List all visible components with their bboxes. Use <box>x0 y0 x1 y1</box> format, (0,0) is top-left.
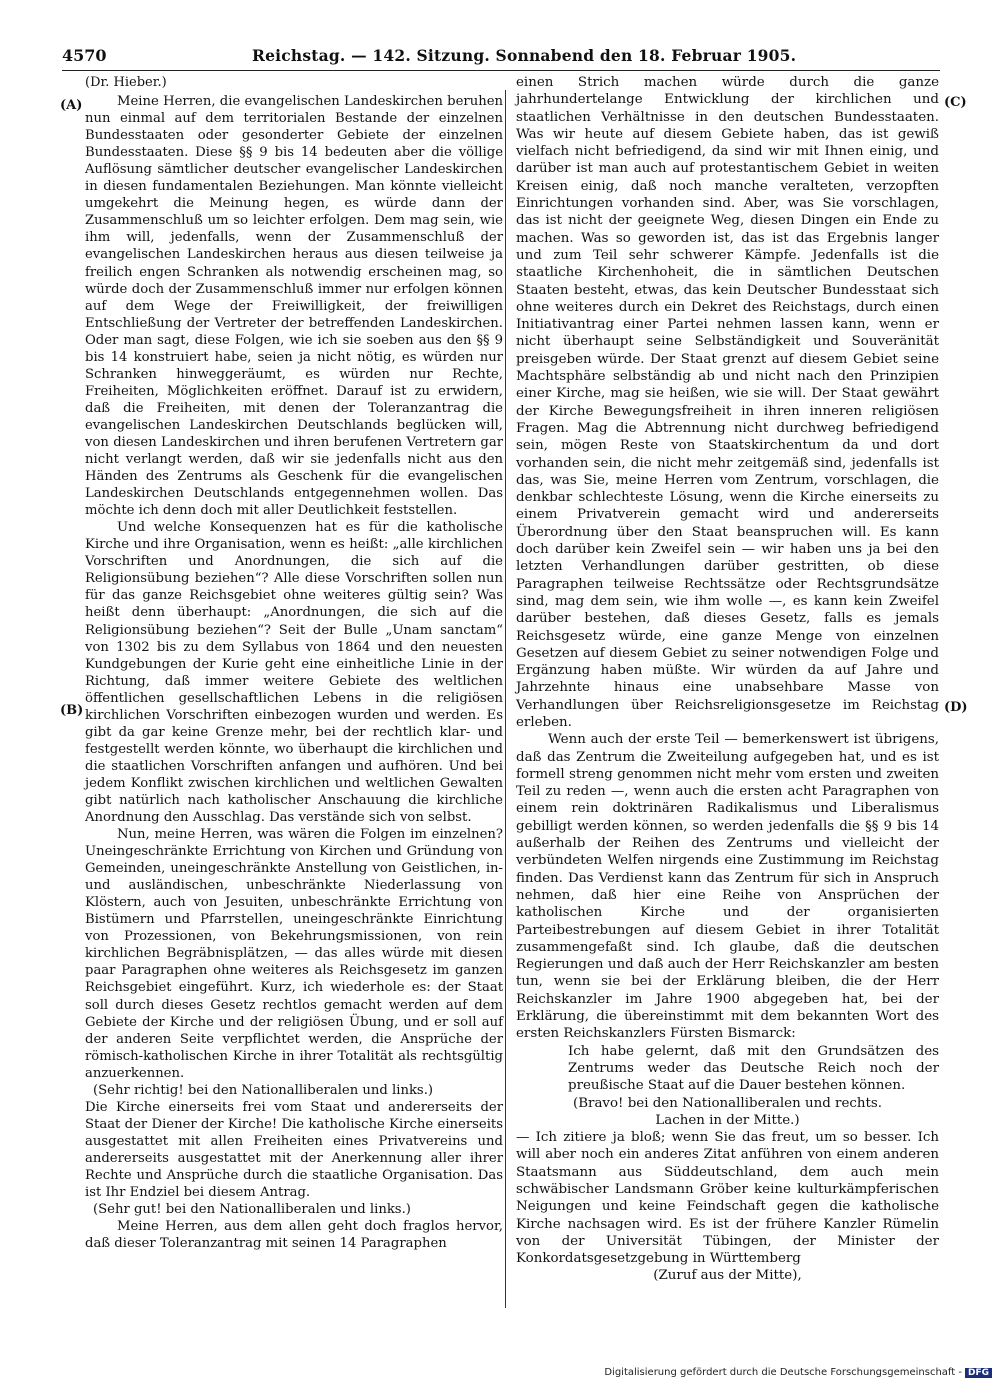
left-paragraph-2: Und welche Konsequenzen hat es für die katholische Kirche und ihre Organisation, wenn es heißt: „alle kirchlichen Vorschriften und Anordnungen, die sich auf die Religionsübung beziehen“? Alle diese Vorschriften sollen nun für das ganze Reichsgebiet ohne weiteres gültig sein? Was heißt denn überhaupt: „Anordnungen, die sich auf die Religionsübung beziehen“? Seit der Bulle „Unam sanctam“ von 1302 bis zu dem Syllabus von 1864 und den neuesten Kundgebungen der Kurie geht eine einheitliche Linie in der Richtung, daß immer weitere Gebiete des weltlichen öffentlichen gesellschaftlichen Lebens in die religiösen kirchlichen Vorschriften einbezogen wurden und werden. Es gibt da gar keine Grenze mehr, bei der rechtlich klar- und festgestellt werden könnte, wo überhaupt die kirchlichen und die staatlichen Vorschriften anfangen und aufhören. Und bei jedem Konflikt zwischen kirchlichen und weltlichen Gewalten gibt natürlich nach katholischer Anschauung die kirchliche Anordnung den Ausschlag. Das verstände sich von selbst. <box>85 520 503 826</box>
margin-marker-d: (D) <box>944 700 968 715</box>
left-paragraph-1: Meine Herren, die evangelischen Landeskirchen beruhen nun einmal auf dem territorialen Bestande der einzelnen Bundesstaaten oder gesonderter Gebiete der einzelnen Bundesstaaten. Diese §§ 9 bis 14 bedeuten aber die völlige Auflösung sämtlicher deutscher evangelischer Landeskirchen in diesen fundamentalen Beziehungen. Man könnte vielleicht umgekehrt die Meinung hegen, es würde dann der Zusammenschluß um so leichter erfolgen. Dem mag sein, wie ihm will, jedenfalls, wenn der Zusammenschluß der evangelischen Landeskirchen heraus aus diesen teilweise ja freilich engen Schranken als notwendig erscheinen mag, so würde doch der Zusammenschluß immer nur erfolgen können auf dem Wege der Freiwilligkeit, der freiwilligen Entschließung der Vertreter der betreffenden Landeskirchen. Oder man sagt, diese Folgen, wie ich sie soeben aus den §§ 9 bis 14 konstruiert habe, seien ja nicht nötig, es würden nur Schranken hinweggeräumt, es würden nur Rechte, Freiheiten, Möglichkeiten eröffnet. Darauf ist zu erwidern, daß die Freiheiten, mit denen der Toleranzantrag die evangelischen Landeskirchen Deutschlands beglücken will, von diesen Landeskirchen und ihren berufenen Vertretern gar nicht verlangt werden, daß wir sie jedenfalls nicht aus den Händen des Zentrums als Geschenk für die evangelischen Landeskirchen Deutschlands entgegennehmen wollen. Das möchte ich denn doch mit aller Deutlichkeit feststellen. <box>85 94 503 519</box>
right-paragraph-3: — Ich zitiere ja bloß; wenn Sie das freut, um so besser. Ich will aber noch ein anderes Zitat anführen von einem anderen Staatsmann aus Süddeutschland, dem auch mein schwäbischer Landsmann Gröber keine kulturkämpferischen Neigungen und keine Feindschaft gegen die katholische Kirche nachsagen wird. Es ist der frühere Kanzler Rümelin von der Universität Tübingen, der Minister der Konkordatsgesetzgebung in Württemberg <box>516 1130 939 1267</box>
left-paragraph-4: Die Kirche einerseits frei vom Staat und andererseits der Staat der Diener der Kirche! Die katholische Kirche einerseits ausgestattet mit allen Freiheiten eines Privatvereins und andererseits ausgestattet mit der Anerkennung aller ihrer Rechte und Ansprüche durch die staatliche Organisation. Das ist Ihr Endziel bei diesem Antrag. <box>85 1099 503 1201</box>
page-header <box>62 44 940 71</box>
footer-text: Digitalisierung gefördert durch die Deutsche Forschungsgemeinschaft - <box>604 1367 962 1378</box>
page-number: 4570 <box>62 46 107 65</box>
left-column <box>85 74 503 1252</box>
right-paragraph-1: einen Strich machen würde durch die ganze jahrhundertelange Entwicklung der kirchlichen und staatlichen Verhältnisse in den deutschen Bundesstaaten. Was wir heute auf diesem Gebiete haben, das ist gewiß vielfach nicht befriedigend, da sind wir mit Ihnen einig, und darüber ist man auch auf protestantischem Gebiet in weiten Kreisen einig, daß noch manche veralteten, verzopften Einrichtungen vorhanden sind. Aber, was Sie vorschlagen, das ist nicht der geeignete Weg, diesen Dingen ein Ende zu machen. Was so geworden ist, das ist das Ergebnis langer und zum Teil sehr schwerer Kämpfe. Jedenfalls ist die staatliche Kirchenhoheit, die in sämtlichen Deutschen Staaten besteht, etwas, das kein Deutscher Bundesstaat sich ohne weiteres durch ein Dekret des Reichstags, durch einen Initiativantrag einer Partei nehmen lassen kann, wenn er nicht überhaupt seine Selbständigkeit und Souveränität preisgeben würde. Der Staat grenzt auf diesem Gebiet seine Machtsphäre selbständig ab und nicht nach den Prinzipien einer Kirche, mag sie heißen, wie sie will. Der Staat gewährt der Kirche Bewegungsfreiheit in ihren inneren religiösen Fragen. Mag die Abtrennung nicht durchweg befriedigend sein, mögen Reste von Staatskirchentum da und dort vorhanden sein, die nicht mehr zeitgemäß sind, jedenfalls ist das, was Sie, meine Herren vom Zentrum, vorschlagen, die denkbar schlechteste Lösung, wenn die Kirche einerseits zu einem Privatverein gemacht wird und andererseits Überordnung über den Staat beanspruchen will. Es kann doch darüber kein Zweifel sein — wir haben uns ja bei den letzten Verhandlungen darüber gestritten, ob diese Paragraphen teilweise Rechtssätze oder Rechtsgrundsätze sind, mag dem sein, wie ihm wolle —, es kann kein Zweifel darüber bestehen, daß dieses Gesetz, falls es jemals Reichsgesetz würde, eine ganze Menge von einzelnen Gesetzen auf diesem Gebiet zu seiner notwendigen Folge und Ergänzung haben müßte. Wir würden da auf Jahre und Jahrzehnte hinaus eine unabsehbare Masse von Verhandlungen über Reichsreligionsgesetze im Reichstag erleben. <box>516 75 939 730</box>
right-interjection-3: (Zuruf aus der Mitte), <box>653 1268 802 1284</box>
margin-marker-b: (B) <box>60 703 84 718</box>
funding-footer <box>604 1367 992 1378</box>
left-paragraph-3: Nun, meine Herren, was wären die Folgen im einzelnen? Uneingeschränkte Errichtung von Kirchen und Gründung von Gemeinden, uneingeschränkte Anstellung von Geistlichen, in- und ausländischen, unbeschränkte Niederlassung von Klöstern, auch von Jesuiten, unbeschränkte Errichtung von Bistümern und Pfarrstellen, uneingeschränkte Einrichtung von Prozessionen, von Bekehrungsmissionen, von rein kirchlichen Begräbnisplätzen, — das alles würde mit diesen paar Paragraphen ohne weiteres als Reichsgesetz im ganzen Reichsgebiet eingeführt. Kurz, ich wiederhole es: der Staat soll durch dieses Gesetz rechtlos gemacht werden auf dem Gebiete der Kirche und der religiösen Übung, und er soll auf der anderen Seite verpflichtet werden, die Ansprüche der römisch-katholischen Kirche in ihrer Totalität als rechtsgültig anzuerkennen. <box>85 827 503 1081</box>
margin-marker-a: (A) <box>60 98 83 113</box>
margin-marker-c: (C) <box>944 95 967 110</box>
dfg-logo: DFG <box>965 1368 992 1378</box>
right-paragraph-2: Wenn auch der erste Teil — bemerkenswert ist übrigens, daß das Zentrum die Zweiteilung aufgegeben hat, und es ist formell streng genommen nicht mehr vom ersten und zweiten Teil zu reden —, wenn auch die ersten acht Paragraphen von einem rein doktrinären Radikalismus und Liberalismus gebilligt werden können, so werden jedenfalls die §§ 9 bis 14 außerhalb der Reihen des Zentrums und vielleicht der verbündeten Welfen nirgends eine Zustimmung im Reichstag finden. Das Verdienst kann das Zentrum für sich in Anspruch nehmen, daß hier eine Reihe von Ansprüchen der katholischen Kirche und der organisierten Parteibestrebungen auf diesem Gebiet in ihrer Totalität zusammengefaßt sind. Ich glaube, daß die deutschen Regierungen und daß auch der Herr Reichskanzler am besten tun, wenn sie bei der Erklärung bleiben, die der Herr Reichskanzler im Jahre 1900 abgegeben hat, bei der Erklärung, die übereinstimmt mit dem bekannten Wort des ersten Reichskanzlers Fürsten Bismarck: <box>516 732 939 1042</box>
speaker-label: (Dr. Hieber.) <box>85 75 167 90</box>
right-interjection-2: Lachen in der Mitte.) <box>655 1112 800 1128</box>
bismarck-quote: Ich habe gelernt, daß mit den Grundsätzen des Zentrums weder das Deutsche Reich noch der preußische Staat auf die Dauer bestehen können. <box>568 1043 939 1094</box>
right-interjection-1: (Bravo! bei den Nationalliberalen und rechts. <box>572 1095 882 1111</box>
left-paragraph-5: Meine Herren, aus dem allen geht doch fraglos hervor, daß dieser Toleranzantrag mit seinen 14 Paragraphen <box>85 1219 503 1252</box>
left-interjection-2: (Sehr gut! bei den Nationalliberalen und links.) <box>93 1202 411 1218</box>
right-column <box>516 74 939 1285</box>
left-interjection-1: (Sehr richtig! bei den Nationalliberalen und links.) <box>93 1082 434 1098</box>
running-title: Reichstag. — 142. Sitzung. Sonnabend den 18. Februar 1905. <box>252 46 797 65</box>
column-divider <box>505 90 506 1308</box>
